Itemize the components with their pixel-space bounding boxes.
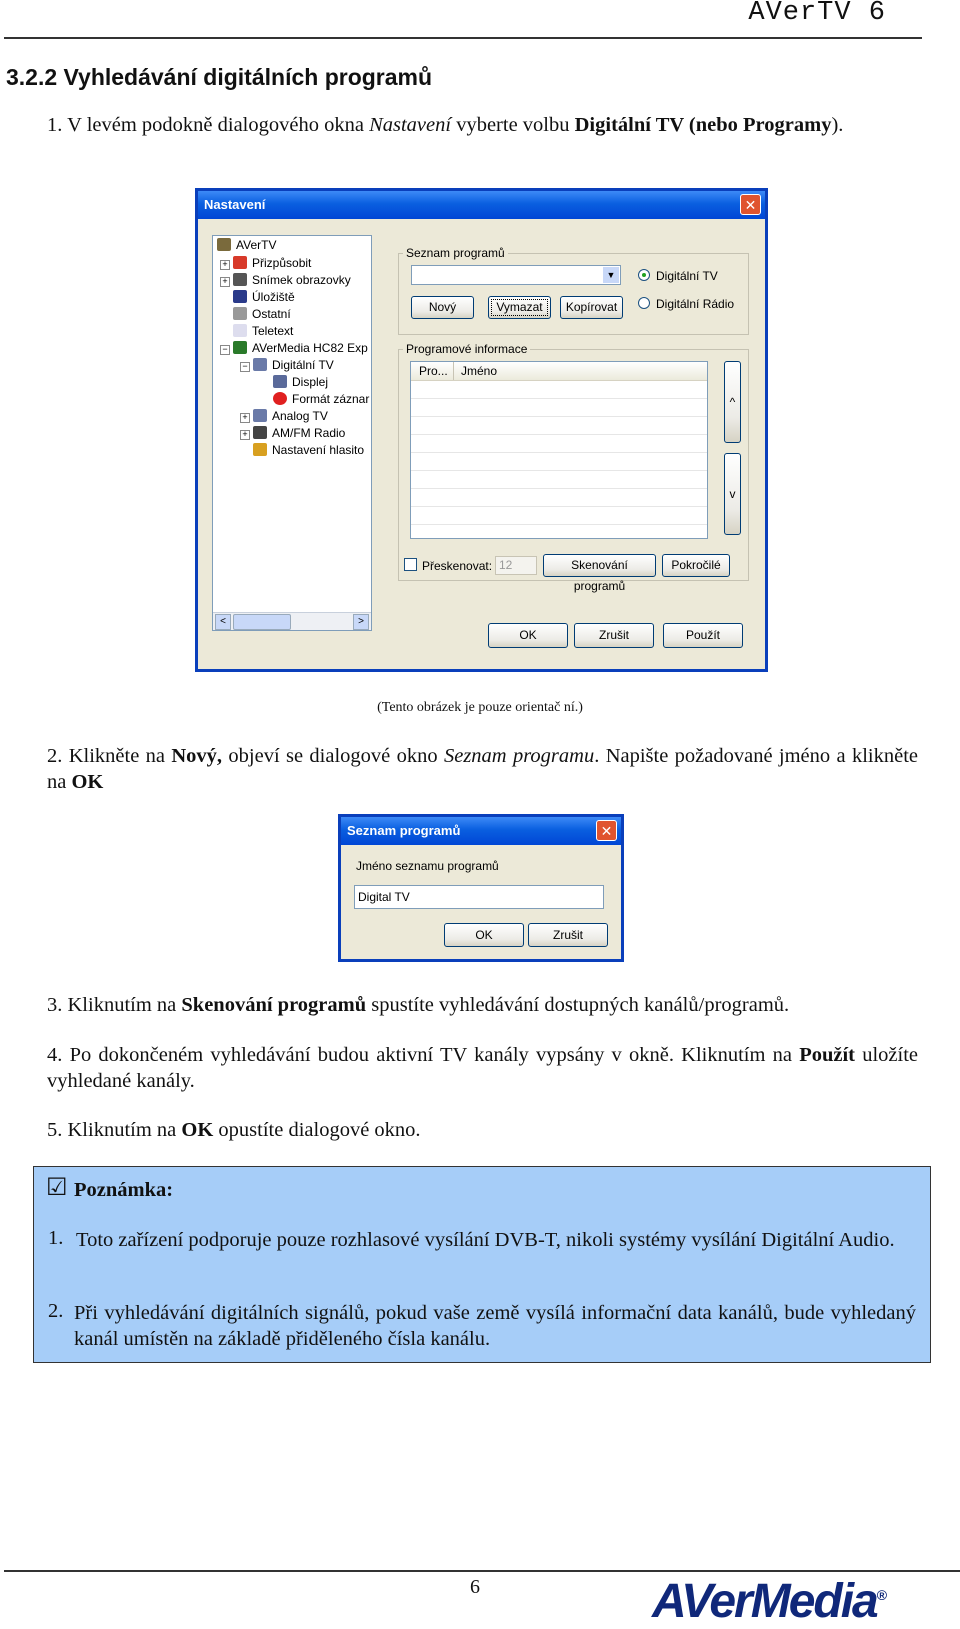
step-1	[47, 112, 918, 138]
tree-item-analog-tv[interactable]	[253, 409, 328, 423]
tree-item-other[interactable]	[233, 307, 291, 321]
tree-label: AM/FM Radio	[272, 426, 346, 440]
camera-icon	[233, 273, 247, 286]
step-5-button-name: OK	[181, 1119, 214, 1141]
tree-label: Nastavení hlasito	[272, 443, 365, 457]
tree-item-storage[interactable]	[233, 290, 295, 304]
skip-checkbox[interactable]	[404, 558, 492, 573]
tree-item-customize[interactable]	[233, 256, 311, 270]
tree-item-radio[interactable]	[253, 426, 345, 440]
program-list-title: Seznam programů	[347, 823, 461, 838]
step-2-dialog-name: Seznam programu	[443, 745, 595, 767]
figure-caption: (Tento obrázek je pouze orientač ní.)	[377, 700, 583, 715]
expand-icon[interactable]: +	[220, 277, 230, 287]
header-divider	[4, 37, 922, 39]
note-2-text: Při vyhledávání digitálních signálů, pokud vaše země vysílá informační data kanálů, bude vyhledaný kanál umístěn na základě přiděleného čísla kanálu.	[74, 1302, 916, 1350]
expand-icon[interactable]: +	[240, 413, 250, 423]
program-info-label: Programové informace	[403, 342, 530, 356]
tree-label: Úložiště	[252, 290, 295, 304]
radio-checked-icon	[638, 269, 650, 281]
section-title: 3.2.2 Vyhledávání digitálních programů	[6, 64, 433, 90]
folder-icon	[217, 238, 231, 251]
move-down-button[interactable]: v	[724, 453, 741, 535]
radio-icon	[253, 426, 267, 439]
customize-icon	[233, 256, 247, 269]
tree-item-display[interactable]	[273, 375, 328, 389]
tv-icon	[253, 409, 267, 422]
record-icon	[273, 392, 287, 405]
skip-label: Přeskenovat:	[422, 559, 493, 573]
expand-icon[interactable]: +	[220, 260, 230, 270]
step-4-text: 4. Po dokončeném vyhledávání budou aktivní TV kanály vypsány v okně. Kliknutím na	[47, 1044, 800, 1066]
step-5-text-2: opustíte dialogové okno.	[213, 1119, 421, 1141]
collapse-icon[interactable]: −	[240, 362, 250, 372]
step-1-option: Digitální TV (nebo Programy	[574, 114, 832, 136]
tree-item-avertv[interactable]	[217, 238, 276, 252]
avermedia-logo	[652, 1574, 885, 1629]
tree-item-volume[interactable]	[253, 443, 364, 457]
col-name[interactable]: Jméno	[461, 364, 498, 378]
tree-label: Snímek obrazovky	[252, 273, 351, 287]
tree-label: AVerMedia HC82 Exp	[252, 341, 368, 355]
step-5-text: 5. Kliknutím na	[47, 1119, 182, 1141]
tv-icon	[253, 358, 267, 371]
step-4	[47, 1042, 918, 1094]
col-pro[interactable]: Pro...	[419, 364, 448, 378]
program-list-dialog	[338, 814, 624, 962]
tree-label: Ostatní	[252, 307, 291, 321]
channel-list[interactable]	[410, 361, 708, 539]
step-1-text: 1. V levém podokně dialogového okna	[47, 114, 370, 136]
radio-digital-tv-label: Digitální TV	[656, 269, 718, 283]
tree-item-record-format[interactable]	[273, 392, 369, 406]
device-icon	[233, 341, 247, 354]
disk-icon	[233, 290, 247, 303]
list-body	[411, 381, 707, 538]
tree-label: Displej	[292, 375, 329, 389]
note-title: Poznámka:	[74, 1179, 174, 1201]
page-number: 6	[470, 1576, 480, 1598]
delete-button[interactable]: Vymazat	[488, 296, 551, 319]
music-icon	[253, 443, 267, 456]
ok-button[interactable]: OK	[488, 623, 568, 648]
step-1-text-2: vyberte volbu	[451, 114, 575, 136]
step-2-button-name: Nový,	[171, 745, 223, 767]
program-list-select[interactable]	[411, 265, 621, 285]
tree-item-teletext[interactable]	[233, 324, 293, 338]
step-2-ok: OK	[71, 771, 104, 793]
scroll-left-icon[interactable]: <	[215, 614, 231, 630]
program-list-name-value: Digital TV	[358, 890, 410, 904]
collapse-icon[interactable]: −	[220, 345, 230, 355]
settings-dialog	[195, 188, 768, 672]
radio-digital-radio-label: Digitální Rádio	[656, 297, 735, 311]
settings-titlebar	[198, 191, 765, 219]
registered-mark: ®	[876, 1587, 886, 1603]
advanced-button[interactable]: Pokročilé	[662, 554, 730, 577]
move-up-button[interactable]: ^	[724, 361, 741, 443]
step-2-text-3: . Napište požadované jméno a klikněte na	[47, 745, 918, 793]
step-3-button-name: Skenování programů	[181, 994, 367, 1016]
new-button[interactable]: Nový	[411, 296, 474, 319]
copy-button[interactable]: Kopírovat	[560, 296, 623, 319]
dialog2-cancel-button[interactable]: Zrušit	[528, 923, 608, 947]
tree-label: Analog TV	[272, 409, 328, 423]
tree-label: Digitální TV	[272, 358, 334, 372]
checkbox-icon: ☑	[46, 1175, 68, 1201]
tree-item-digital-tv[interactable]	[253, 358, 334, 372]
program-list-name-label: Jméno seznamu programů	[356, 859, 499, 873]
scroll-thumb[interactable]	[233, 614, 291, 630]
step-2	[47, 743, 918, 795]
expand-icon[interactable]: +	[240, 430, 250, 440]
cancel-button[interactable]: Zrušit	[574, 623, 654, 648]
note-2-number: 2.	[48, 1300, 64, 1322]
header-title: AVerTV 6	[748, 0, 886, 28]
step-3-text: 3. Kliknutím na	[47, 994, 182, 1016]
step-4-button-name: Použít	[799, 1044, 855, 1066]
step-2-text-2: objeví se dialogové okno	[222, 745, 444, 767]
radio-digital-radio[interactable]	[638, 297, 734, 311]
skip-stepper[interactable]	[495, 556, 537, 575]
chevron-down-icon[interactable]: ▼	[603, 267, 619, 283]
checkbox-icon	[404, 558, 417, 571]
tree-item-device[interactable]	[233, 341, 368, 355]
tree-scrollbar[interactable]	[213, 612, 371, 630]
settings-tree	[212, 235, 372, 631]
program-list-name-input[interactable]	[354, 885, 604, 909]
step-2-text: 2. Klikněte na	[47, 745, 172, 767]
tree-item-snapshot[interactable]	[233, 273, 351, 287]
tree-label: Teletext	[252, 324, 294, 338]
program-list-titlebar	[341, 817, 621, 845]
note-1-number: 1.	[48, 1227, 64, 1249]
tree-label: Formát záznar	[292, 392, 370, 406]
skip-value: 12	[499, 558, 513, 572]
step-4-text-2: uložíte vyhledané kanály.	[47, 1044, 918, 1092]
step-3-text-2: spustíte vyhledávání dostupných kanálů/programů.	[366, 994, 790, 1016]
teletext-icon	[233, 324, 247, 337]
display-icon	[273, 375, 287, 388]
logo-text: AVerMedia	[652, 1575, 877, 1628]
footer-divider	[4, 1570, 960, 1572]
close-icon[interactable]: ✕	[740, 194, 761, 215]
step-1-dialog-name: Nastavení	[369, 114, 452, 136]
scan-programs-button[interactable]: Skenování programů	[543, 554, 656, 577]
apply-button[interactable]: Použít	[663, 623, 743, 648]
radio-digital-tv[interactable]	[638, 269, 718, 283]
note-1-text: Toto zařízení podporuje pouze rozhlasové vysílání DVB-T, nikoli systémy vysílání Digitální Audio.	[76, 1229, 895, 1251]
note-box	[33, 1166, 931, 1363]
radio-unchecked-icon	[638, 297, 650, 309]
scroll-right-icon[interactable]: >	[353, 614, 369, 630]
close-icon[interactable]: ✕	[596, 820, 617, 841]
list-header	[411, 362, 707, 381]
step-3	[47, 992, 918, 1018]
step-1-end: ).	[831, 114, 844, 136]
program-list-label: Seznam programů	[403, 246, 508, 260]
tree-label: AVerTV	[236, 238, 277, 252]
settings-title: Nastavení	[204, 197, 266, 212]
step-5	[47, 1117, 918, 1143]
tree-label: Přizpůsobit	[252, 256, 312, 270]
tools-icon	[233, 307, 247, 320]
col-divider	[453, 362, 454, 380]
dialog2-ok-button[interactable]: OK	[444, 923, 524, 947]
